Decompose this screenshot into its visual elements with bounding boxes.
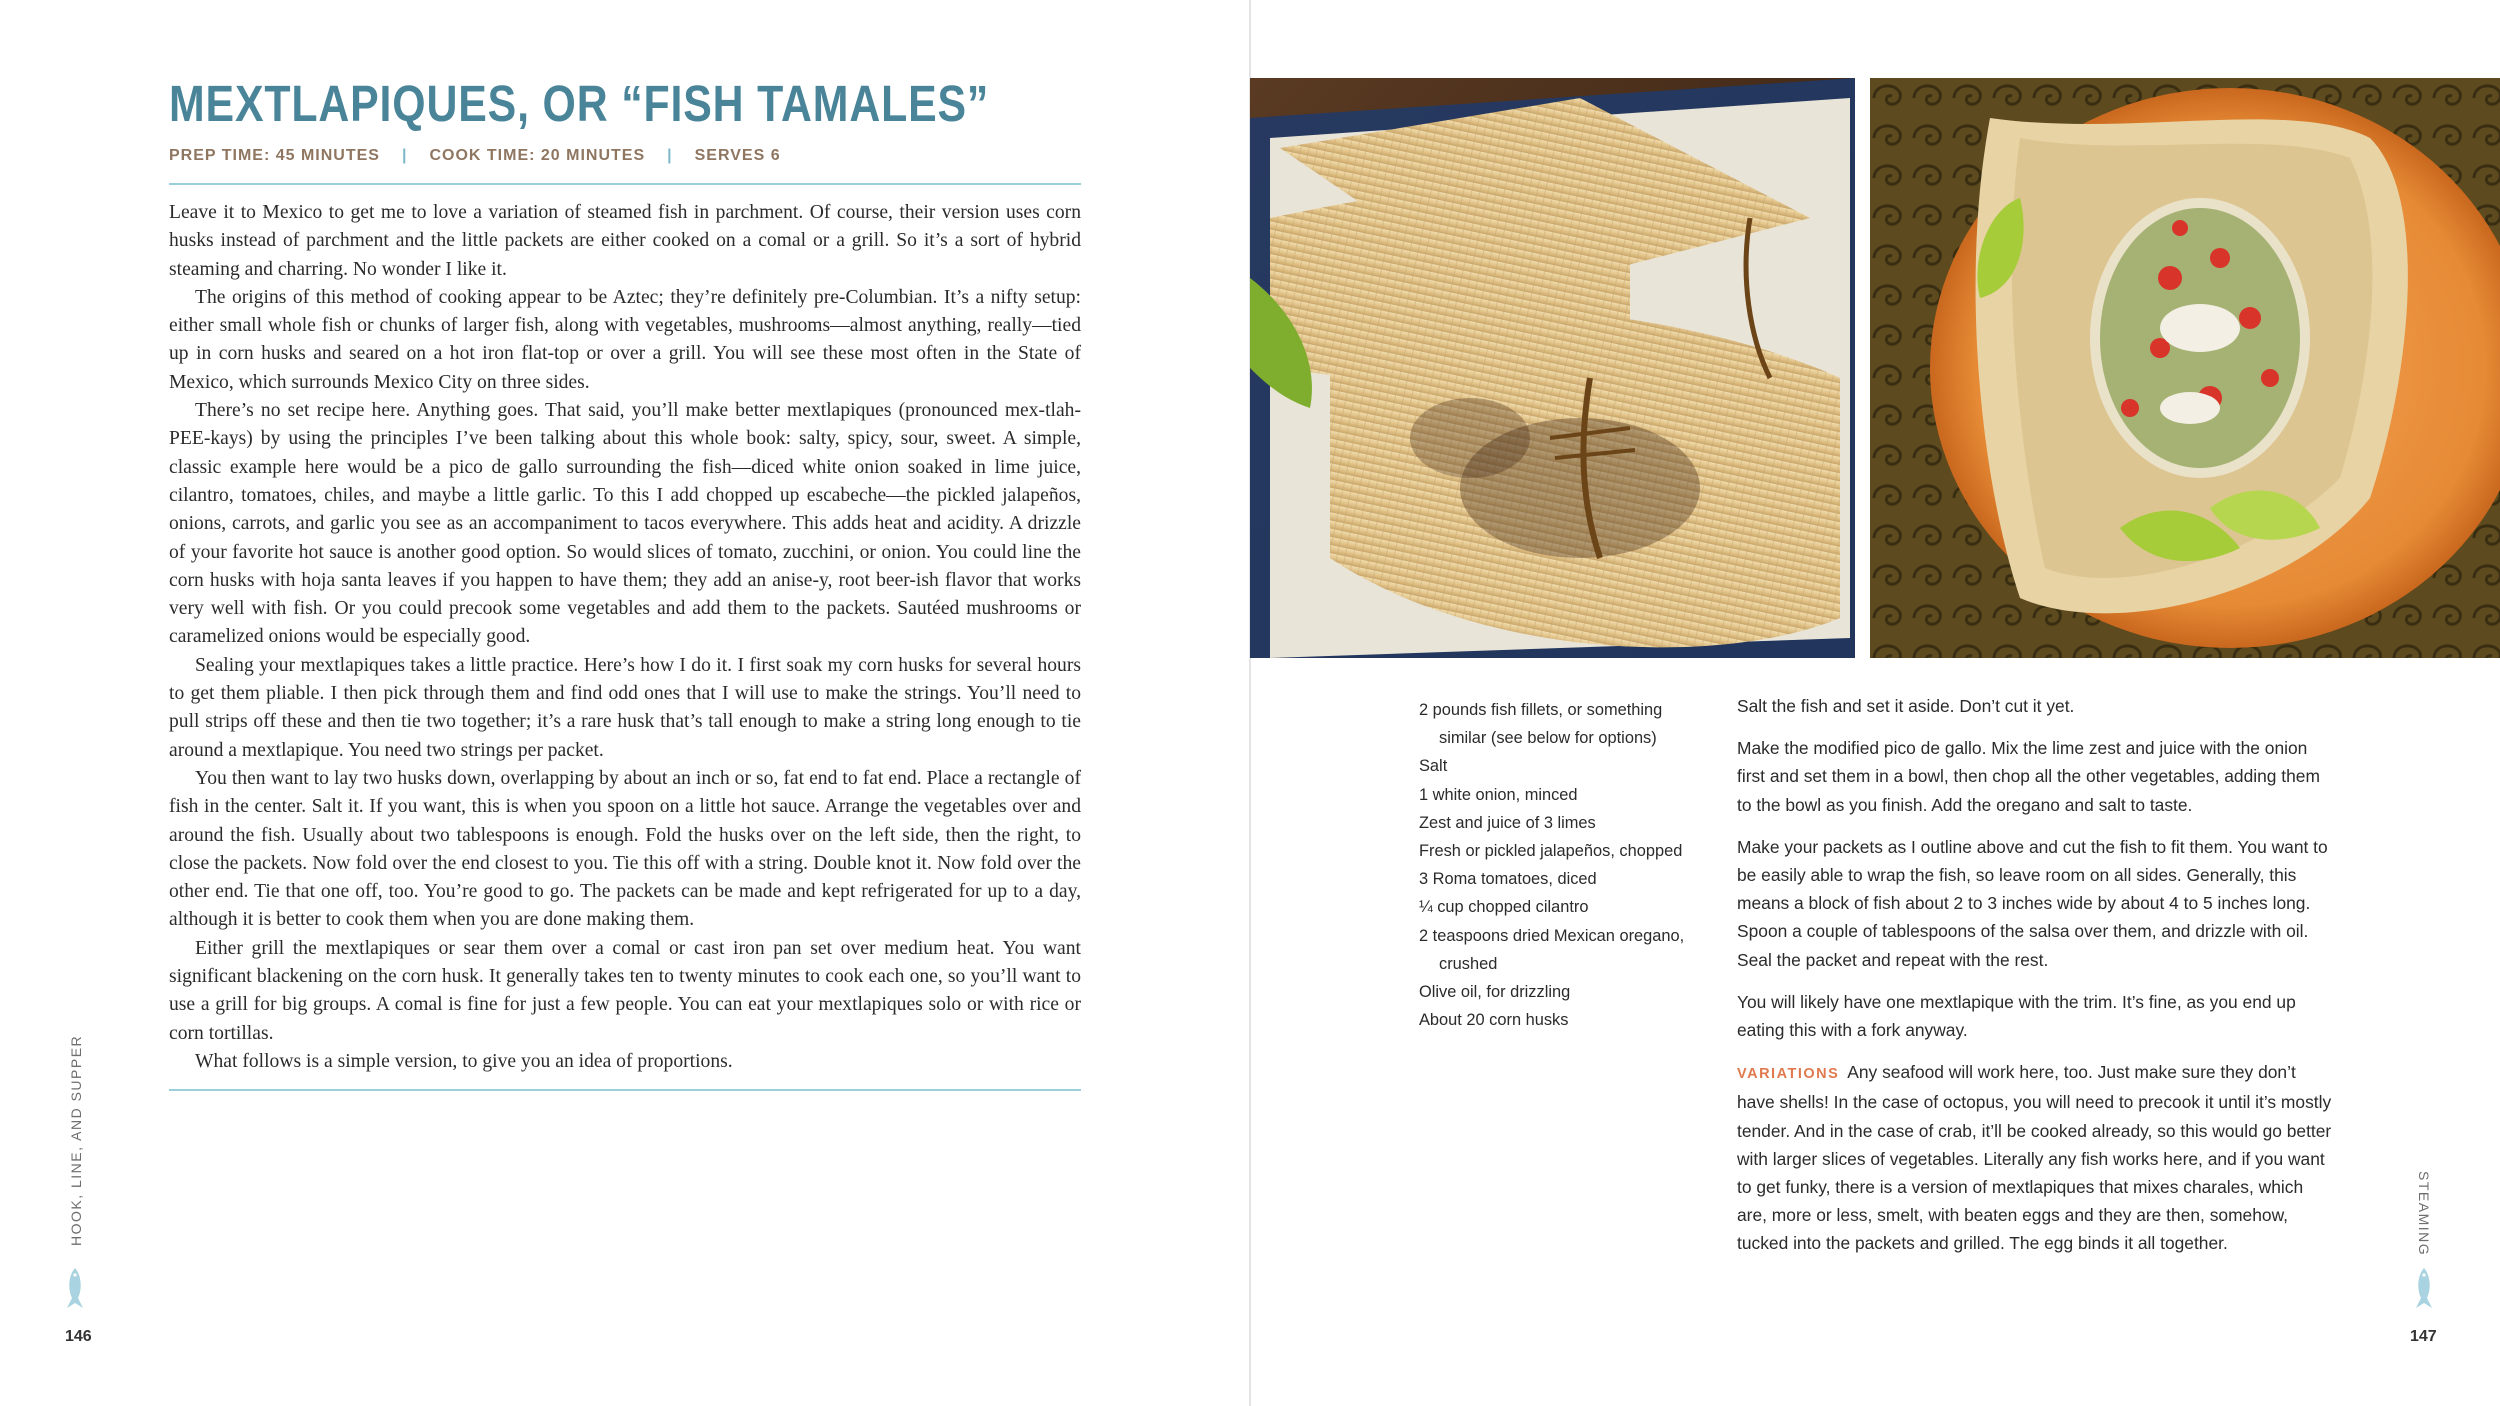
fish-icon [64,1266,86,1310]
ingredient-item: 2 teaspoons dried Mexican oregano, crushed [1419,926,1685,973]
intro-paragraph: The origins of this method of cooking appear to be Aztec; they’re definitely pre-Columbian. It’s a nifty setup: either small whole fish or chunks of larger fish, along with vegetables, mushrooms—almost anything, really—tied up in corn husks and seared on a hot iron flat-top or over a grill. You will see these most often in the State of Mexico, which surrounds Mexico City on three sides. [169,286,1081,393]
ingredient-item: Olive oil, for drizzling [1419,983,1571,1002]
running-head-right: STEAMING [2416,1171,2432,1257]
recipe-meta [169,147,781,165]
ingredient-item: About 20 corn husks [1419,1011,1569,1030]
intro-text [169,199,1081,1076]
footer-rule [169,1089,1081,1091]
ingredient-item: ¼ cup chopped cilantro [1419,898,1589,917]
method-step: You will likely have one mextlapique with the trim. It’s fine, as you end up eating this with a fork anyway. [1737,991,2296,1041]
prep-time: PREP TIME: 45 MINUTES [169,147,380,164]
header-rule [169,183,1081,185]
cook-time: COOK TIME: 20 MINUTES [429,147,646,164]
method-text [1737,692,2333,1272]
intro-paragraph: What follows is a simple version, to give you an idea of proportions. [195,1050,733,1072]
fish-icon [2413,1266,2435,1310]
variations-label: VARIATIONS [1737,1066,1840,1083]
running-head-left: HOOK, LINE, AND SUPPER [68,1034,84,1246]
ingredient-item: Salt [1419,757,1448,776]
method-step: Make your packets as I outline above and cut the fish to fit them. You want to be easily able to wrap the fish, so leave room on all sides. Generally, this means a block of fish about 2 to 3 inches wide by about 4 to 5 inches long. Spoon a couple of tablespoons of the salsa over them, and drizzle with oil. Seal the packet and repeat with the rest. [1737,836,2328,970]
photo-plated [1870,78,2500,658]
meta-separator: | [667,147,673,164]
ingredient-item: Zest and juice of 3 limes [1419,813,1596,832]
intro-paragraph: Leave it to Mexico to get me to love a variation of steamed fish in parchment. Of course, their version uses corn husks instead of parchment and the little packets are either cooked on a comal or a grill. So it’s a sort of hybrid steaming and charring. No wonder I like it. [169,202,1081,280]
intro-paragraph: Either grill the mextlapiques or sear them over a comal or cast iron pan set over medium heat. You want significant blackening on the corn husk. It generally takes ten to twenty minutes to cook each one, so you’ll want to use a grill for big groups. A comal is fine for just a few people. You can eat your mextlapiques solo or with rice or corn tortillas. [169,937,1081,1044]
method-step: Salt the fish and set it aside. Don’t cut it yet. [1737,696,2075,716]
method-step: Make the modified pico de gallo. Mix the lime zest and juice with the onion first and set them in a bowl, then chop all the other vegetables, adding them to the bowl as you finish. Add the oregano and salt to taste. [1737,738,2320,815]
tamales-photo-graphic [1250,78,1855,658]
ingredient-item: 1 white onion, minced [1419,785,1578,804]
ingredient-item: Fresh or pickled jalapeños, chopped [1419,842,1683,861]
serves: SERVES 6 [694,147,781,164]
ingredient-item: 3 Roma tomatoes, diced [1419,870,1597,889]
page-number-left: 146 [65,1328,92,1345]
meta-separator: | [401,147,408,164]
photo-tamales [1250,78,1855,658]
ingredient-item: 2 pounds fish fillets, or something similar (see below for options) [1419,701,1663,748]
variations-text: Any seafood will work here, too. Just make sure they don’t have shells! In the case of octopus, you will need to precook it until it’s mostly tender. And in the case of crab, it’ll be cooked already, so this would go better with larger slices of vegetables. Literally any fish works here, and if you want to get funky, there is a version of mextlapiques that mixes charales, which are, more or less, smelt, with beaten eggs and they are then, somehow, tucked into the packets and grilled. The egg binds it all together. [1737,1062,2332,1254]
intro-paragraph: There’s no set recipe here. Anything goes. That said, you’ll make better mextlapiques (pronounced mex-tlah-PEE-kays) by using the principles I’ve been talking about this whole book: salty, spicy, sour, sweet. A simple, classic example here would be a pico de gallo surrounding the fish—diced white onion soaked in lime juice, cilantro, tomatoes, chiles, and maybe a little garlic. To this I add chopped up escabeche—the pickled jalapeños, onions, carrots, and garlic you see as an accompaniment to tacos everywhere. This adds heat and acidity. A drizzle of your favorite hot sauce is another good option. So would slices of tomato, zucchini, or onion. You could line the corn husks with hoja santa leaves if you happen to have them; they add an anise-y, root beer-ish flavor that works very well with fish. Or you could precook some vegetables and add them to the packets. Sautéed mushrooms or caramelized onions would be especially good. [169,400,1081,648]
intro-paragraph: You then want to lay two husks down, overlapping by about an inch or so, fat end to fat end. Place a rectangle of fish in the center. Salt it. If you want, this is when you spoon on a little hot sauce. Arrange the vegetables over and around the fish. Usually about two tablespoons is enough. Fold the husks over on the left side, then the right, to close the packets. Now fold over the end closest to you. Tie this off with a string. Double knot it. Now fold over the other end. Tie that one off, too. You’re good to go. The packets can be made and kept refrigerated for up to a day, although it is better to cook them when you are done making them. [169,767,1081,931]
plated-photo-graphic [1870,78,2500,658]
variations-paragraph [1737,1058,2333,1257]
page-number-right: 147 [2410,1328,2437,1345]
intro-paragraph: Sealing your mextlapiques takes a little practice. Here’s how I do it. I first soak my corn husks for several hours to get them pliable. I then pick through them and find odd ones that I will use to make the strings. You’ll need to pull strips off these and then tie two together; it’s a rare husk that’s tall enough to make a string long enough to tie around a mextlapique. You need two strings per packet. [169,654,1081,761]
recipe-title: MEXTLAPIQUES, OR “FISH TAMALES” [169,75,990,132]
ingredient-list [1419,696,1709,1034]
